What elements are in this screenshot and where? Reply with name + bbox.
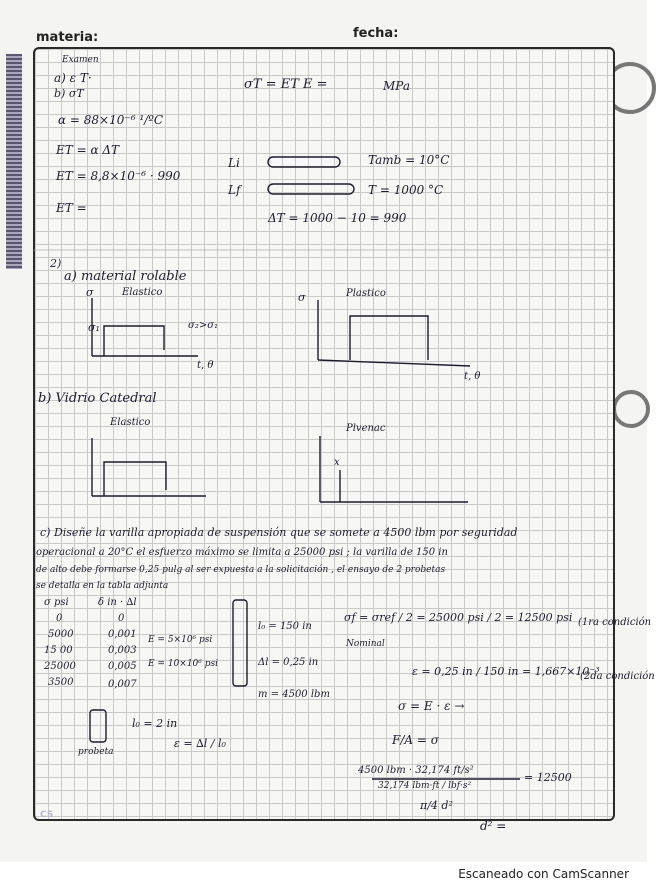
lf-rod-icon: [268, 184, 354, 194]
materia-label: materia:: [36, 30, 99, 45]
prompt-line-2: operacional a 20°C el esfuerzo máximo se limita a 25000 psi ; la varilla de 150 in: [36, 547, 448, 558]
table-header-delta: δ in · ∆l: [98, 597, 137, 608]
graph-a2-x-axis: [318, 360, 470, 366]
sigma-ref-calc: σf = σref / 2 = 25000 psi / 2 = 12500 psi: [344, 611, 573, 624]
lf-label: Lf: [228, 183, 241, 197]
table-cell: 0: [56, 613, 63, 624]
sigma-relation: σ₂>σ₁: [188, 320, 219, 331]
tamb-label: Tamb = 10°C: [368, 153, 450, 167]
hooke-law: σ = E · ε →: [398, 699, 465, 713]
prompt-line-4: se detalla en la tabla adjunta: [36, 581, 169, 591]
table-cell: 15 00: [44, 645, 73, 656]
eps-blank: ET =: [56, 201, 87, 215]
prompt-line-1: c) Diseñe la varilla apropiada de suspensión que se somete a 4500 lbm por seguridad: [40, 526, 518, 539]
graph-a2-curve: [350, 316, 428, 360]
table-cell: 0,003: [108, 645, 137, 656]
plastic-label-b: Plvenac: [346, 423, 386, 434]
area-expression: π/4 d²: [420, 799, 453, 812]
exam-title: Examen: [62, 55, 99, 65]
table-cell: 0,001: [108, 629, 137, 640]
condition-1: (1ra condición: [578, 617, 652, 628]
fecha-label: fecha:: [353, 26, 399, 41]
nominal-label: Nominal: [346, 639, 385, 649]
table-header-sigma: σ psi: [44, 597, 69, 608]
force-result: = 12500: [524, 771, 572, 784]
x-mark: x: [334, 457, 340, 468]
sigma1-label: σ₁: [88, 321, 100, 334]
time-axis-a2: t, θ: [464, 371, 481, 382]
d-squared: d² =: [480, 819, 507, 833]
sigma-axis-a2: σ: [298, 291, 306, 304]
sigma-axis-a1: σ: [86, 286, 94, 299]
eps-value: ET = 8,8×10⁻⁶ · 990: [56, 169, 181, 183]
condition-2: (2da condición: [580, 671, 655, 682]
elastic-label-b: Elastico: [110, 417, 151, 428]
section2b-title: b) Vidrio Catedral: [38, 391, 157, 406]
sigma-formula: σT = ET E =: [244, 77, 328, 92]
probeta-label: probeta: [78, 747, 114, 757]
table-cell: 5000: [48, 629, 74, 640]
table-cell: 25000: [44, 661, 76, 672]
time-axis-a1: t, θ: [197, 360, 214, 371]
table-cell: 0,007: [108, 679, 137, 690]
eps-formula: ET = α ΔT: [56, 143, 120, 157]
item-b: b) σT: [54, 87, 84, 100]
unit-mpa: MPa: [383, 79, 410, 93]
li-label: Li: [228, 156, 240, 170]
graph-a1-curve: [104, 326, 164, 356]
scan-logo: CS: [40, 810, 54, 820]
footer-text: Escaneado con CamScanner: [458, 867, 629, 881]
rod-icon: [233, 600, 247, 686]
table-cell: 3500: [48, 677, 74, 688]
e-calc: E = 5×10⁶ psi: [148, 635, 213, 645]
probeta-strain: ε = ∆l / l₀: [174, 737, 226, 750]
alpha-value: α = 88×10⁻⁶ ¹/ºC: [58, 113, 164, 127]
item-a: a) ε T·: [54, 71, 92, 85]
strain-calc: ε = 0,25 in / 150 in = 1,667×10⁻³: [412, 665, 600, 678]
table-cell: 0: [118, 613, 125, 624]
elastic-label-a: Elastico: [122, 287, 163, 298]
rod-length: l₀ = 150 in: [258, 621, 312, 632]
li-rod-icon: [268, 157, 340, 167]
table-cell: 0,005: [108, 661, 137, 672]
probeta-icon: [90, 710, 106, 742]
graph-b1-curve: [104, 462, 166, 496]
section2a-title: a) material rolable: [64, 269, 187, 284]
delta-t: ΔT = 1000 − 10 = 990: [268, 211, 407, 225]
force-area: F/A = σ: [392, 733, 439, 747]
force-numerator: 4500 lbm · 32,174 ft/s²: [358, 765, 474, 776]
prompt-line-3: de alto debe formarse 0,25 pulg al ser expuesta a la solicitación , el ensayo de 2 probetas: [36, 565, 446, 575]
rod-mass: m = 4500 lbm: [258, 689, 330, 700]
t-label: T = 1000 °C: [368, 183, 444, 197]
section2-number: 2): [50, 257, 62, 270]
force-denominator: 32,174 lbm·ft / lbf·s²: [378, 781, 472, 791]
plastic-label-a: Plastico: [346, 288, 386, 299]
rod-elongation: Δl = 0,25 in: [258, 657, 319, 668]
probeta-length: l₀ = 2 in: [132, 717, 178, 730]
e-calc-2: E = 10×10⁶ psi: [148, 659, 219, 669]
